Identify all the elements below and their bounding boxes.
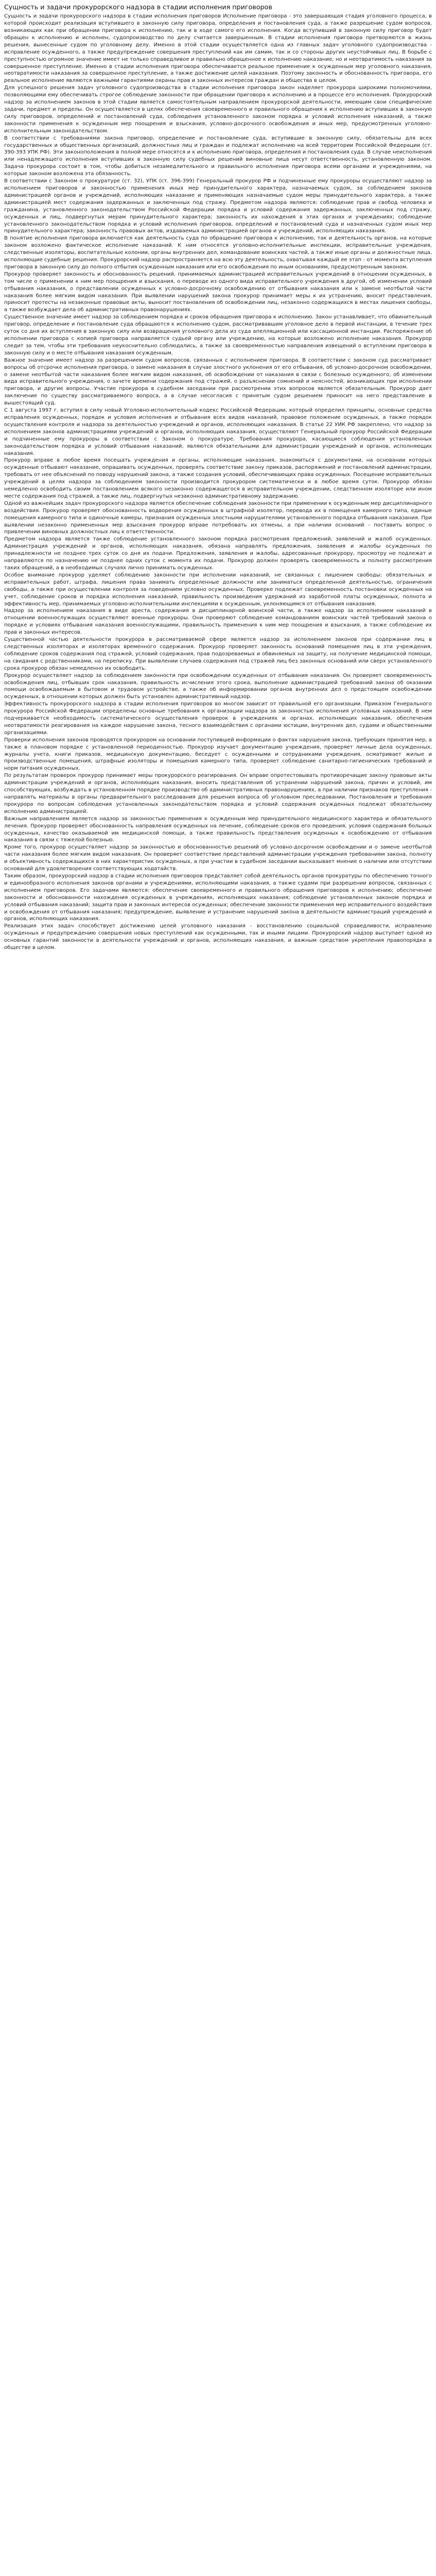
body-paragraph: Таким образом, прокурорский надзор в стадии исполнения приговоров представляет собой деятельность органов прокуратуры по обеспечению точного и единообразного исполнения законов органами и учреждениями, исполняющими наказания, а также судами при разрешении вопросов, связанных с исполнением приговоров. Его задачами являются: обеспечение своевременного и правильного обращения приговоров к исполнению; обеспечение законности и обоснованности нахождения осужденных в учреждениях, исполняющих наказания; соблюдение установленных законом порядка и условий отбывания наказаний; защита прав и законных интересов осужденных; обеспечение законности применения мер исправительного воздействия и освобождения от отбывания наказания; предупреждение, выявление и устранение нарушений закона в деятельности администраций учреждений и органов, исполняющих наказания. <box>4 873 432 922</box>
body-paragraph: Для успешного решения задач уголовного судопроизводства в стадии исполнения приговора закон наделяет прокурора широкими полномочиями, позволяющими ему обеспечивать строгое соблюдение законности при обращении приговора к исполнению и в процессе его исполнения. Прокурорский надзор за исполнением законов в этой стадии является самостоятельным направлением прокурорской деятельности, имеющим свои специфические задачи, предмет и пределы. Он осуществляется в целях обеспечения своевременного и правильного обращения к исполнению вступивших в законную силу приговоров, определений и постановлений суда, соблюдения установленного законом порядка и условий исполнения наказаний, а также законности применения к осужденным мер поощрения и взыскания, условно-досрочного освобождения и иных мер, предусмотренных уголовно-исполнительным законодательством. <box>4 85 432 134</box>
body-paragraph: В соответствии с Законом о прокуратуре (ст. 32), УПК (ст. 396-399) Генеральный прокурор РФ и подчиненные ему прокуроры осуществляют надзор за исполнением приговоров и законностью применения иных мер принудительного характера, назначаемых судом, за соблюдением законов администрацией органов и учреждений, исполняющих наказание и применяющих назначаемые судом меры принудительного характера, а также администрацией мест содержания задержанных и заключенных под стражу. Предметом надзора являются: соблюдение прав и свобод человека и гражданина, установленного законодательством Российской Федерации порядка и условий содержания задержанных, заключенных под стражу, осужденных и лиц, подвергнутых мерам принудительного характера; законность их нахождения в этих органах и учреждениях; соблюдение установленного законодательством порядка и условий исполнения приговоров, определений и постановлений суда и назначенных судом иных мер принудительного характера; законность правовых актов, издаваемых администрацией органов и учреждений, исполняющих наказания. <box>4 178 432 234</box>
body-paragraph: В соответствии с требованиями закона приговор, определение и постановление суда, вступившие в законную силу, обязательны для всех государственных и общественных организаций, должностных лиц и граждан и подлежат исполнению на всей территории Российской Федерации (ст. 390-393 УПК РФ). Эти законоположения в полной мере относятся и к исполнению приговора, определения и постановления суда. В случае неисполнения или ненадлежащего исполнения вступивших в законную силу судебных решений виновные лица несут ответственность, установленную законом. Задача прокурора состоит в том, чтобы добиться незамедлительного и правильного исполнения приговора всеми органами и учреждениями, на которые законом возложена эта обязанность. <box>4 135 432 177</box>
body-paragraph: Прокурор проверяет законность и обоснованность решений, принимаемых администрацией исправительных учреждений в отношении осужденных, в том числе о применении к ним мер поощрения и взыскания, о переводе из одного вида исправительного учреждения в другой, об изменении условий отбывания наказания, о представлении осужденных к условно-досрочному освобождению от отбывания наказания или к замене неотбытой части наказания более мягким видом наказания. При выявлении нарушений закона прокурор принимает меры к их устранению, вносит представления, приносит протесты на незаконные правовые акты, выносит постановления об освобождении лиц, незаконно содержащихся в местах лишения свободы, а также возбуждает дела об административных правонарушениях. <box>4 271 432 313</box>
body-paragraph: По результатам проверок прокурор принимает меры прокурорского реагирования. Он вправе опротестовывать противоречащие закону правовые акты администрации учреждений и органов, исполняющих наказания, вносить представления об устранении нарушений закона, причин и условий, им способствующих, возбуждать в установленном порядке производство об административных правонарушениях, а при наличии признаков преступления - направлять материалы в органы предварительного расследования для решения вопроса об уголовном преследовании. Постановления и требования прокурора по вопросам соблюдения установленных законодательством порядка и условий содержания осужденных подлежат обязательному исполнению администрацией. <box>4 773 432 815</box>
body-paragraph: Реализация этих задач способствует достижению целей уголовного наказания - восстановлению социальной справедливости, исправлению осужденных и предупреждению совершения новых преступлений как осужденными, так и иными лицами. Прокурорский надзор выступает одной из основных гарантий законности в деятельности учреждений и органов, исполняющих наказания, и важным средством укрепления правопорядка в обществе в целом. <box>4 923 432 951</box>
body-paragraph: Предметом надзора является также соблюдение установленного законом порядка рассмотрения предложений, заявлений и жалоб осужденных. Администрация учреждений и органов, исполняющих наказания, обязана направлять предложения, заявления и жалобы осужденных по принадлежности не позднее трех суток со дня их подачи. Предложения, заявления и жалобы, адресованные прокурору, просмотру не подлежат и направляются по назначению не позднее одних суток с момента их подачи. Прокурор должен проверять своевременность и полноту рассмотрения таких обращений, а в необходимых случаях лично принимать осужденных. <box>4 536 432 571</box>
document-body <box>4 13 432 952</box>
body-paragraph: Важное значение имеет надзор за разрешением судом вопросов, связанных с исполнением приговора. В соответствии с законом суд рассматривает вопросы об отсрочке исполнения приговора, о замене наказания в случае злостного уклонения от его отбывания, об условно-досрочном освобождении, о замене неотбытой части наказания более мягким видом наказания, об освобождении от наказания в связи с болезнью осужденного, об изменении вида исправительного учреждения, о зачете времени содержания под стражей, о разъяснении сомнений и неясностей, возникающих при исполнении приговора, и другие вопросы. Участие прокурора в судебном заседании при рассмотрении этих вопросов является обязательным. Прокурор дает заключение по существу рассматриваемого вопроса, а в случае несогласия с принятым судом решением приносит на него представление в вышестоящий суд. <box>4 357 432 406</box>
body-paragraph: Существенное значение имеет надзор за соблюдением порядка и сроков обращения приговора к исполнению. Закон устанавливает, что обвинительный приговор, определение и постановление суда обращаются к исполнению судом, рассматривавшим уголовное дело в первой инстанции, в течение трех суток со дня их вступления в законную силу или возвращения уголовного дела из суда апелляционной или кассационной инстанции. Распоряжение об исполнении приговора с копией приговора направляется судьей органу или учреждению, на которые возложено исполнение наказания. Прокурор следит за тем, чтобы эти требования неукоснительно соблюдались, а также за своевременностью направления извещений о вступлении приговора в законную силу и о месте отбывания наказания осужденным. <box>4 314 432 356</box>
body-paragraph: Проверки исполнения законов проводятся прокурором на основании поступившей информации о фактах нарушения закона, требующих принятия мер, а также в плановом порядке с установленной периодичностью. Прокурор изучает документацию учреждения, проверяет личные дела осужденных, журналы учета, книги приказов, медицинскую документацию, беседует с осужденными и сотрудниками учреждения, осматривает жилые и производственные помещения, штрафные изоляторы и помещения камерного типа, проверяет соблюдение санитарно-гигиенических требований и норм питания осужденных. <box>4 737 432 772</box>
body-paragraph: В понятие исполнения приговора включается как деятельность суда по обращению приговора к исполнению, так и деятельность органов, на которые законом возложено фактическое исполнение наказаний. К ним относятся уголовно-исполнительные инспекции, исправительные учреждения, следственные изоляторы, воспитательные колонии, органы внутренних дел, командование воинских частей, а также иные органы и должностные лица, исполняющие судебные решения. Прокурорский надзор распространяется на всю эту деятельность, охватывая каждый ее этап - от момента вступления приговора в законную силу до полного отбытия осужденным наказания или его освобождения по иным основаниям, предусмотренным законом. <box>4 235 432 270</box>
body-paragraph: Надзор за исполнением наказания в виде ареста, содержания в дисциплинарной воинской части, а также надзор за исполнением наказаний в отношении военнослужащих осуществляют военные прокуроры. Они проверяют соблюдение командованием воинских частей требований закона о порядке и условиях отбывания наказания военнослужащими, правильность применения к ним мер поощрения и взыскания, а также соблюдение их прав и законных интересов. <box>4 608 432 636</box>
body-paragraph: Важным направлением является надзор за законностью применения к осужденным мер принудительного медицинского характера и обязательного лечения. Прокурор проверяет обоснованность направления осужденных на лечение, соблюдение сроков его проведения, условия содержания больных осужденных, качество оказываемой им медицинской помощи, а также правильность представления осужденных к освобождению от отбывания наказания в связи с тяжелой болезнью. <box>4 816 432 843</box>
body-paragraph: С 1 августа 1997 г. вступил в силу новый Уголовно-исполнительный кодекс Российской Федерации, который определил принципы, основные средства исправления осужденных, порядок и условия исполнения и отбывания всех видов наказаний, правовое положение осужденных, а также порядок осуществления контроля и надзора за деятельностью учреждений и органов, исполняющих наказания. В статье 22 УИК РФ закреплено, что надзор за исполнением законов администрациями учреждений и органов, исполняющих наказания, осуществляют Генеральный прокурор Российской Федерации и подчиненные ему прокуроры в соответствии с Законом о прокуратуре. Требования прокурора, касающиеся соблюдения установленных законодательством порядка и условий отбывания наказаний, являются обязательными для администрации учреждений и органов, исполняющих наказания. <box>4 408 432 456</box>
body-paragraph: Эффективность прокурорского надзора в стадии исполнения приговоров во многом зависит от правильной его организации. Приказом Генерального прокурора Российской Федерации определены основные требования к организации надзора за законностью исполнения уголовных наказаний. В нем подчеркивается необходимость систематического осуществления проверок в учреждениях и органах, исполняющих наказания, обеспечения неотвратимости реагирования на каждое нарушение закона, тесного взаимодействия с органами юстиции, внутренних дел, судами и общественными организациями. <box>4 701 432 736</box>
body-paragraph: Сущность и задачи прокурорского надзора в стадии исполнения приговоров Исполнение приговора - это завершающая стадия уголовного процесса, в которой происходит реализация вступившего в законную силу приговора, определения и постановления суда, а также разрешение судом вопросов, возникающих как при обращении приговора к исполнению, так и в ходе самого его исполнения. Когда вступивший в законную силу приговор будет обращен к исполнению и исполнен, судопроизводство по делу считается завершенным. В стадии исполнения приговора претворяются в жизнь решения, вынесенные судом по уголовному делу. Именно в этой стадии осуществляется одна из главных задач уголовного судопроизводства - исправление осужденного, а также предупреждение совершения преступлений как им самим, так и со стороны других неустойчивых лиц. В борьбе с преступностью огромное значение имеет не только справедливое и правильно обращенное к исполнению наказание, но и неотвратимость наказания за совершенное преступление. Именно в стадии исполнения приговора обеспечивается реальное применение к осужденным мер уголовного наказания, неотвратимости наказания за совершенное преступление, а также достижение целей наказания. Поэтому законность и обоснованность приговора, его реальное исполнение являются важными гарантиями охраны прав и законных интересов граждан и общества в целом. <box>4 13 432 84</box>
body-paragraph: Прокурор вправе в любое время посещать учреждения и органы, исполняющие наказания, знакомиться с документами, на основании которых осужденные отбывают наказание, опрашивать осужденных, проверять соответствие закону приказов, распоряжений и постановлений администрации, требовать от нее объяснений по поводу нарушений закона, а также создания условий, обеспечивающих права осужденных. Посещение исправительных учреждений в целях надзора за соблюдением законности производится прокурором систематически и в любое время суток. Прокурор обязан немедленно освободить своим постановлением всякого незаконно содержащегося в исправительном учреждении, следственном изоляторе или ином месте содержания под стражей, а также лиц, подвергнутых незаконно административному задержанию. <box>4 457 432 499</box>
body-paragraph: Существенной частью деятельности прокурора в рассматриваемой сфере является надзор за исполнением законов при содержании лиц в следственных изоляторах и изоляторах временного содержания. Прокурор проверяет законность оснований помещения лиц в эти учреждения, соблюдение сроков содержания под стражей, условий содержания, прав подозреваемых и обвиняемых на защиту, на получение медицинской помощи, на свидания с родственниками, на переписку. При выявлении случаев содержания под стражей лиц без законных оснований или сверх установленного срока прокурор обязан немедленно их освободить. <box>4 637 432 671</box>
body-paragraph: Одной из важнейших задач прокурорского надзора является обеспечение соблюдения законности при применении к осужденным мер дисциплинарного воздействия. Прокурор проверяет обоснованность водворения осужденных в штрафной изолятор, перевода их в помещения камерного типа, единые помещения камерного типа и одиночные камеры, признания осужденных злостными нарушителями установленного порядка отбывания наказания. При выявлении незаконно примененных мер взыскания прокурор вправе потребовать их отмены, а при наличии оснований - поставить вопрос о привлечении виновных должностных лиц к ответственности. <box>4 500 432 535</box>
body-paragraph: Особое внимание прокурор уделяет соблюдению законности при исполнении наказаний, не связанных с лишением свободы: обязательных и исправительных работ, штрафа, лишения права занимать определенные должности или заниматься определенной деятельностью, ограничения свободы, а также при осуществлении контроля за поведением условно осужденных. Проверке подлежат своевременность постановки осужденных на учет, соблюдение сроков и порядка исполнения наказаний, правильность произведения удержаний из заработной платы осужденных, полнота и эффективность мер, принимаемых уголовно-исполнительными инспекциями к осужденным, уклоняющимся от отбывания наказания. <box>4 572 432 607</box>
document-title: Сущность и задачи прокурорского надзора в стадии исполнения приговоров <box>4 3 272 11</box>
body-paragraph: Прокурор осуществляет надзор за соблюдением законности при освобождении осужденных от отбывания наказания. Он проверяет своевременность освобождения лиц, отбывших срок наказания, правильность исчисления этого срока, выполнение администрацией требований закона об оказании помощи освобождаемым в бытовом и трудовом устройстве, а также об информировании органов внутренних дел о предстоящем освобождении осужденных, в отношении которых должен быть установлен административный надзор. <box>4 672 432 700</box>
body-paragraph: Кроме того, прокурор осуществляет надзор за законностью и обоснованностью решений об условно-досрочном освобождении и о замене неотбытой части наказания более мягким видом наказания. Он проверяет соответствие представлений администрации учреждения требованиям закона, полноту и объективность содержащихся в них характеристик осужденных, а при участии в судебном заседании высказывает мнение о наличии или отсутствии оснований для удовлетворения соответствующих ходатайств. <box>4 844 432 872</box>
